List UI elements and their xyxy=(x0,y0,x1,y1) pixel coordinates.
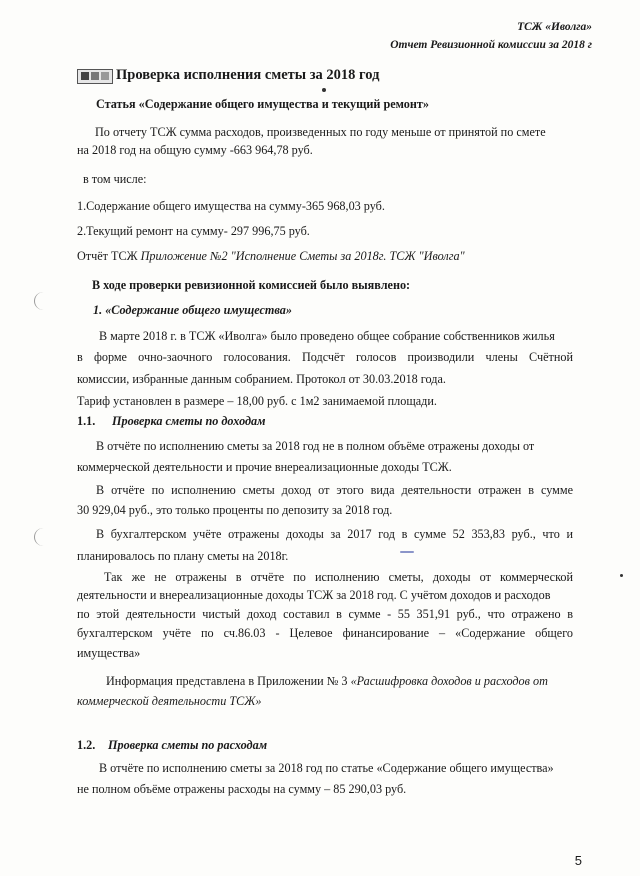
subsection-1-1-title: Проверка сметы по доходам xyxy=(112,414,266,428)
expenses-p1-line-2: не полном объёме отражены расходы на сумму – 85 290,03 руб. xyxy=(77,782,407,796)
intro-line-1: По отчету ТСЖ сумма расходов, произведенных по году меньше от принятой по смете xyxy=(95,125,546,139)
income-p3-line-2: планировалось по плану сметы на 2018г. xyxy=(77,549,289,563)
findings-title: В ходе проверки ревизионной комиссией было выявлено: xyxy=(92,278,411,292)
meeting-line-3: комиссии, избранные данным собранием. Протокол от 30.03.2018 года. xyxy=(77,372,446,386)
subsection-1-2-title: Проверка сметы по расходам xyxy=(108,738,268,752)
income-p4-line-3: по этой деятельности чистый доход составил в сумме - 55 351,91 руб., что отражено в xyxy=(77,607,573,621)
intro-line-2: на 2018 год на общую сумму -663 964,78 руб. xyxy=(77,143,313,157)
meeting-line-1: В марте 2018 г. в ТСЖ «Иволга» было проведено общее собрание собственников жилья xyxy=(99,329,555,343)
speck xyxy=(322,88,326,92)
article-title: Статья «Содержание общего имущества и текущий ремонт» xyxy=(96,97,430,111)
income-p4-line-4: бухгалтерском учёте по сч.86.03 - Целевое финансирование – «Содержание общего xyxy=(77,626,573,640)
subsection-1-title: 1. «Содержание общего имущества» xyxy=(93,303,292,317)
reference-appendix-2: Приложение №2 "Исполнение Сметы за 2018г. ТСЖ "Иволга" xyxy=(140,249,465,263)
income-p4-line-1: Так же не отражены в отчёте по исполнению сметы, доходы от коммерческой xyxy=(104,570,573,584)
reference-prefix: Отчёт ТСЖ xyxy=(77,249,138,263)
expenses-p1-line-1: В отчёте по исполнению сметы за 2018 год по статье «Содержание общего имущества» xyxy=(99,761,554,775)
page-number: 5 xyxy=(574,853,582,868)
subsection-1-1-number: 1.1. xyxy=(77,414,96,428)
subsection-1-2-number: 1.2. xyxy=(77,738,96,752)
meeting-line-4: Тариф установлен в размере – 18,00 руб. с 1м2 занимаемой площади. xyxy=(77,394,437,408)
appendix-3-title-part-2: коммерческой деятельности ТСЖ» xyxy=(77,694,262,708)
punch-hole-shadow xyxy=(34,292,53,310)
appendix-3-info xyxy=(106,674,548,689)
appendix-3-prefix: Информация представлена в Приложении № 3 xyxy=(106,674,348,688)
income-p4-line-2: деятельности и внереализационные доходы ТСЖ за 2018 год. С учётом доходов и расходов xyxy=(77,588,551,602)
document-list-icon xyxy=(77,69,113,84)
intro-reference xyxy=(77,249,465,264)
intro-item-2: 2.Текущий ремонт на сумму- 297 996,75 руб. xyxy=(77,224,310,238)
income-p3-line-1: В бухгалтерском учёте отражены доходы за 2017 год в сумме 52 353,83 руб., что и xyxy=(96,527,573,541)
income-p1-line-1: В отчёте по исполнению сметы за 2018 год не в полном объёме отражены доходы от xyxy=(96,439,535,453)
intro-including: в том числе: xyxy=(83,172,147,186)
punch-hole-shadow xyxy=(34,528,53,546)
section-title: Проверка исполнения сметы за 2018 год xyxy=(116,67,380,83)
header-org: ТСЖ «Иволга» xyxy=(517,21,592,33)
intro-item-1: 1.Содержание общего имущества на сумму-365 968,03 руб. xyxy=(77,199,385,213)
income-p2-line-2: 30 929,04 руб., это только проценты по депозиту за 2018 год. xyxy=(77,503,393,517)
ink-mark xyxy=(400,551,414,553)
income-p4-line-5: имущества» xyxy=(77,646,141,660)
meeting-line-2: в форме очно-заочного голосования. Подсчёт голосов производили члены Счётной xyxy=(77,350,573,364)
header-report-title: Отчет Ревизионной комиссии за 2018 г xyxy=(390,39,592,51)
income-p1-line-2: коммерческой деятельности и прочие внереализационные доходы ТСЖ. xyxy=(77,460,452,474)
income-p2-line-1: В отчёте по исполнению сметы доход от этого вида деятельности отражен в сумме xyxy=(96,483,573,497)
speck xyxy=(620,574,623,577)
appendix-3-title-part-1: «Расшифровка доходов и расходов от xyxy=(350,674,548,688)
